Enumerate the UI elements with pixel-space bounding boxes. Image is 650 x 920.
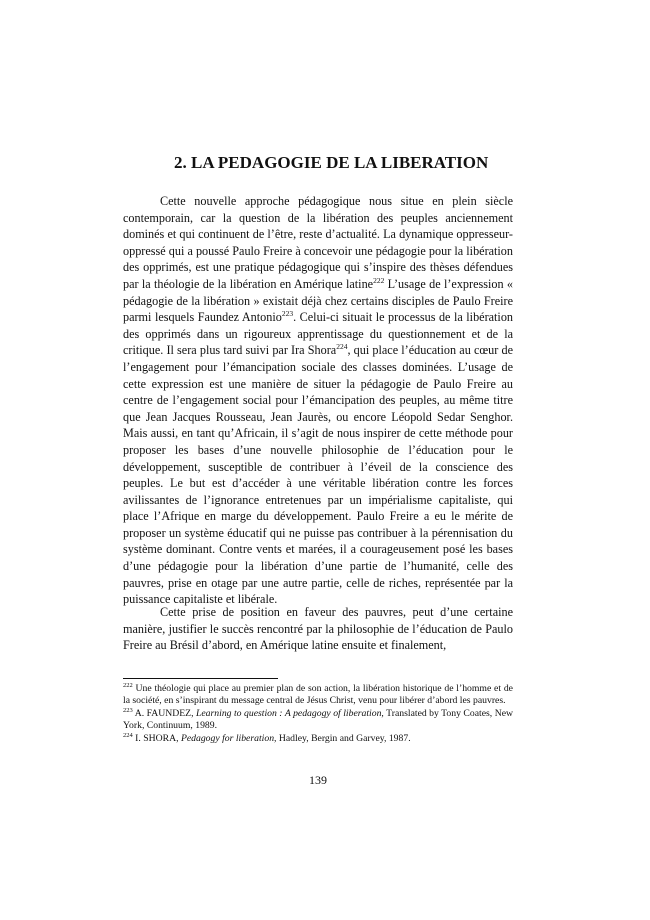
paragraph-1 bbox=[123, 193, 513, 608]
paragraph-2 bbox=[123, 604, 513, 654]
footnote-number: 222 bbox=[123, 681, 133, 689]
paragraph-1-text-c: . Celui-ci situait le processus de la libération des opprimés dans un rigoureux apprentissage du questionnement et de la critique. Il sera plus tard suivi par Ira Shora bbox=[123, 310, 514, 358]
footnote-separator bbox=[123, 678, 278, 679]
footnote-text: I. SHORA, bbox=[132, 732, 181, 744]
footnote-text: Une théologie qui place au premier plan de son action, la libération historique de l’homme et de la société, en s’inspirant du message central de Jésus Christ, venu pour libérer d’abord les pauvres. bbox=[123, 683, 513, 707]
footnote-number: 223 bbox=[123, 706, 133, 714]
footnote-ref-223[interactable]: 223 bbox=[281, 309, 294, 319]
footnote-text: Translated by Tony Coates, New York, Continuum, 1989. bbox=[123, 707, 513, 732]
footnote-book-title: Pedagogy for liberation, bbox=[180, 732, 277, 744]
section-heading: 2. LA PEDAGOGIE DE LA LIBERATION bbox=[174, 153, 489, 172]
footnote-text: Hadley, Bergin and Garvey, 1987. bbox=[276, 732, 411, 744]
paragraph-2-text: Cette prise de position en faveur des pauvres, peut d’une certaine manière, justifier le succès rencontré par la philosophie de l’éducation de Paulo Freire au Brésil d’abord, en Amérique latine ensuite et finalement, bbox=[123, 605, 513, 653]
footnote-223 bbox=[123, 708, 513, 733]
footnote-ref-224[interactable]: 224 bbox=[336, 342, 348, 352]
paragraph-1-text-b: L’usage de l’expression « pédagogie de la libération » existait déjà chez certains disciples de Paulo Freire parmi lesquels Faundez Antonio bbox=[123, 276, 513, 325]
paragraph-1-text-a: Cette nouvelle approche pédagogique nous situe en plein siècle contemporain, car la question de la libération des peuples anciennement dominés et qui continuent de l’être, reste d’actualité. La dynamique oppresseur-oppressé qui a poussé Paulo Freire à concevoir une pédagogie pour la libération des opprimés, est une pratique pédagogique qui s’inspire des thèses défendues par la théologie de la libération en Amérique latine bbox=[123, 194, 513, 291]
footnote-224 bbox=[123, 733, 513, 745]
footnotes bbox=[123, 683, 513, 745]
page-number: 139 bbox=[309, 773, 327, 787]
footnote-text: A. FAUNDEZ, bbox=[132, 707, 196, 719]
footnote-number: 224 bbox=[123, 731, 133, 739]
footnote-ref-222[interactable]: 222 bbox=[373, 275, 385, 285]
paragraph-1-text-d: , qui place l’éducation au cœur de l’engagement pour l’émancipation sociale des classes dominées. L’usage de cette expression est une manière de situer la pédagogie de Paulo Freire au centre de l’engagement social pour l’émancipation des peuples, au même titre que Jean Jacques Rousseau, Jean Jaurès, ou encore Léopold Sedar Senghor. Mais aussi, en tant qu’Africain, il s’agit de nous inspirer de cette méthode pour proposer les bases d’une nouvelle philosophie de l’éducation pour le développement, susceptible de contribuer à l’éveil de la conscience des peuples. Le but est d’accéder à une véritable libération contre les forces avilissantes de l’ignorance entretenues par un impérialisme capitaliste, qui place l’Afrique en marge du développement. Paulo Freire a eu le mérite de proposer un système éducatif qui ne puisse pas contribuer à la pérennisation du système dominant. Contre vents et marées, il a courageusement posé les bases d’une pédagogie pour la libération d’une partie de l’humanité, celle des pauvres, prise en otage par une autre partie, celle de riches, représentée par la puissance capitaliste et libérale. bbox=[123, 343, 513, 607]
footnote-222 bbox=[123, 683, 513, 708]
footnote-book-title: Learning to question : A pedagogy of liberation, bbox=[195, 707, 384, 719]
